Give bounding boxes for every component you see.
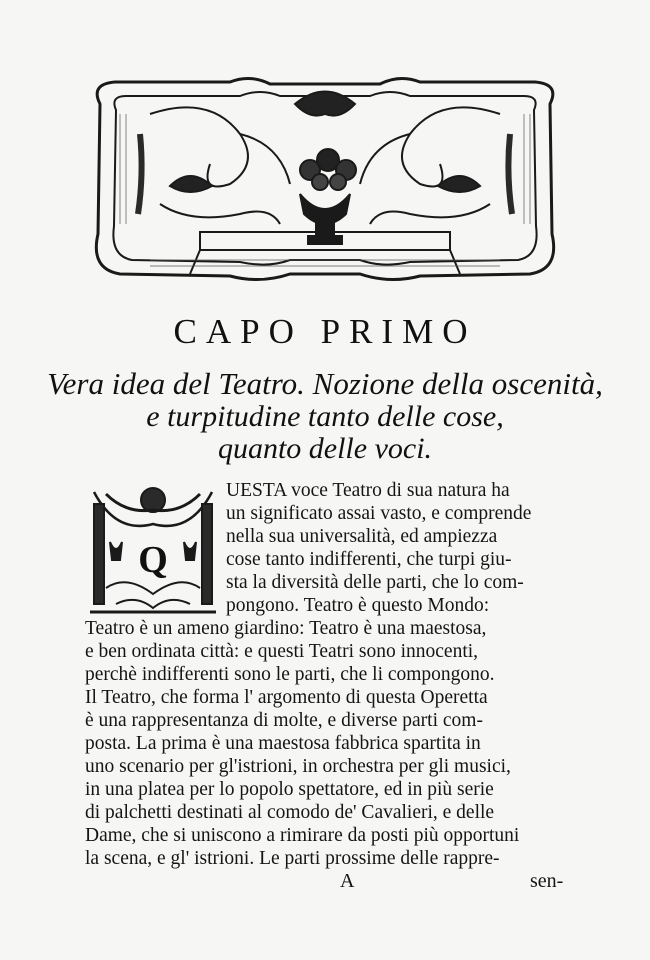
drop-cap-ornament (86, 484, 220, 616)
body-line: sta la diversità delle parti, che lo com- (226, 572, 524, 593)
chapter-title: CAPO PRIMO (173, 312, 477, 351)
body-line: pongono. Teatro è questo Mondo: (226, 595, 490, 616)
subtitle-line-3: quanto delle voci. (217, 432, 433, 465)
body-line: perchè indifferenti sono le parti, che li compongono. (85, 664, 495, 685)
body-line: Teatro è un ameno giardino: Teatro è una maestosa, (85, 618, 487, 639)
body-line: la scena, e gl' istrioni. Le parti prossime delle rappre- (85, 848, 500, 869)
body-line: nella sua universalità, ed ampiezza (226, 526, 498, 547)
body-line: è una rappresentanza di molte, e diverse parti com- (85, 710, 483, 731)
body-line: posta. La prima è una maestosa fabbrica spartita in (85, 733, 481, 754)
subtitle-line-2: e turpitudine tanto delle cose, (146, 400, 504, 433)
body-line: di palchetti destinati al comodo de' Cavalieri, e delle (85, 802, 495, 823)
body-line: UESTA voce Teatro di sua natura ha (226, 480, 510, 501)
body-line: un significato assai vasto, e comprende (226, 503, 532, 524)
subtitle-line-1: Vera idea del Teatro. Nozione della oscenità, (47, 366, 603, 401)
body-line: in una platea per lo popolo spettatore, ed in più serie (85, 779, 494, 800)
headpiece-ornament (90, 74, 560, 284)
body-line: cose tanto indifferenti, che turpi giu- (226, 549, 512, 570)
body-line: e ben ordinata città: e questi Teatri sono innocenti, (85, 641, 479, 662)
catchword: sen- (530, 870, 564, 892)
body-line: Il Teatro, che forma l' argomento di questa Operetta (85, 687, 488, 708)
body-line: Dame, che si uniscono a rimirare da posti più opportuni (85, 825, 520, 846)
signature-mark: A (340, 870, 355, 892)
drop-cap-letter: Q (138, 539, 168, 581)
body-line: uno scenario per gl'istrioni, in orchestra per gli musici, (85, 756, 511, 777)
